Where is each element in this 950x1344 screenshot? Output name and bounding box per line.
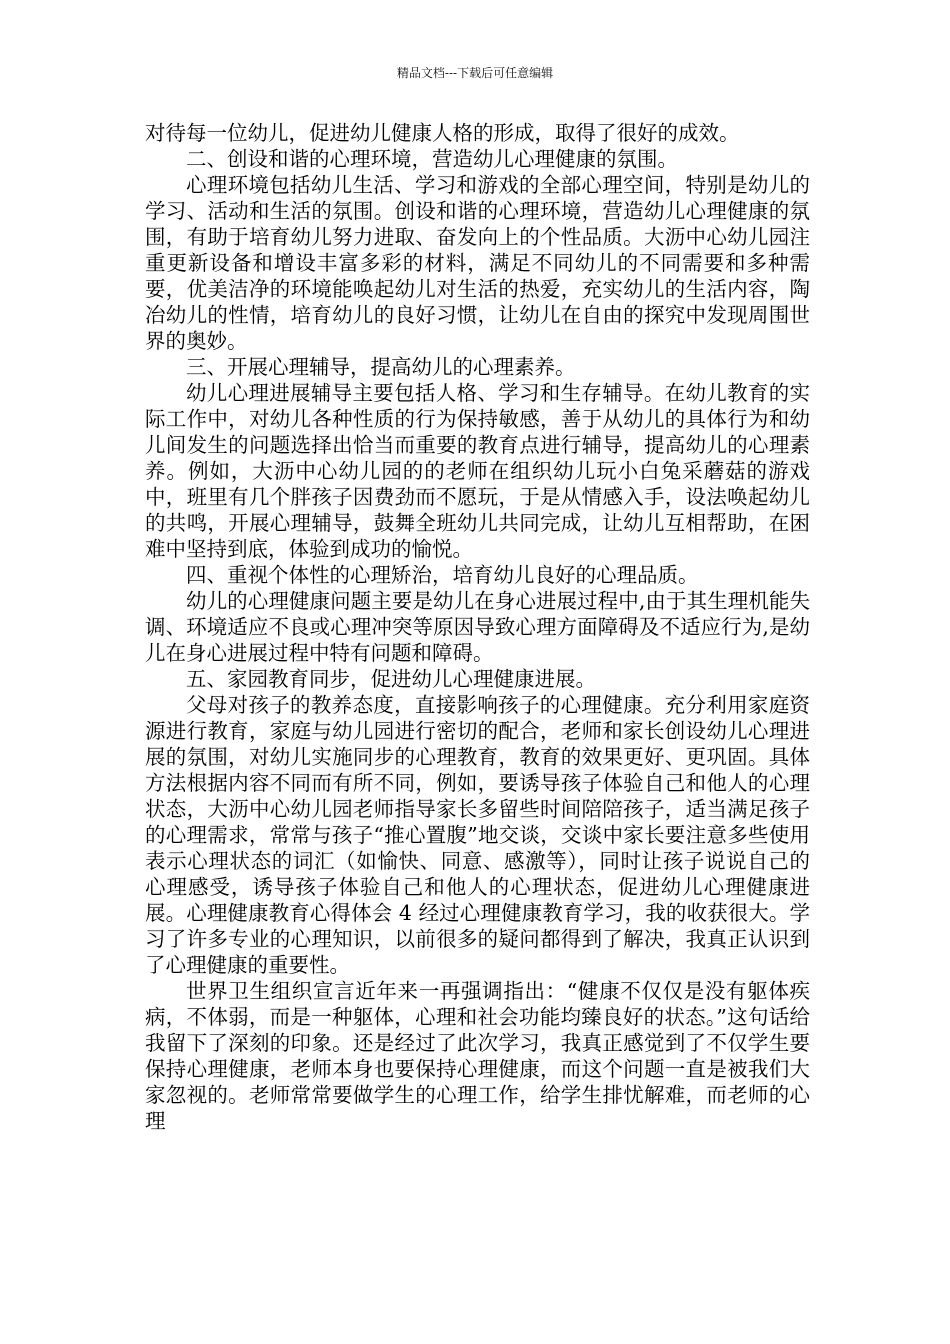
page-header: 精品文档---下载后可任意编辑 (396, 66, 554, 80)
paragraph: 幼儿心理进展辅导主要包括人格、学习和生存辅导。在幼儿教育的实际工作中，对幼儿各种性质的行为保持敏感，善于从幼儿的具体行为和幼儿间发生的问题选择出恰当而重要的教育点进行辅导，提高幼儿的心理素养。例如，大沥中心幼儿园的的老师在组织幼儿玩小白兔采蘑菇的游戏中，班里有几个胖孩子因费劲而不愿玩，于是从情感入手，设法唤起幼儿的共鸣，开展心理辅导，鼓舞全班幼儿共同完成，让幼儿互相帮助，在困难中坚持到底，体验到成功的愉悦。 (145, 381, 810, 561)
section-heading: 三、开展心理辅导，提高幼儿的心理素养。 (186, 355, 576, 379)
paragraph: 父母对孩子的教养态度，直接影响孩子的心理健康。充分利用家庭资源进行教育，家庭与幼儿园进行密切的配合，老师和家长创设幼儿心理进展的氛围，对幼儿实施同步的心理教育，教育的效果更好、更巩固。具体方法根据内容不同而有所不同，例如，要诱导孩子体验自己和他人的心理状态，大沥中心幼儿园老师指导家长多留些时间陪陪孩子，适当满足孩子的心理需求，常常与孩子“推心置腹”地交谈，交谈中家长要注意多些使用表示心理状态的词汇（如愉快、同意、感激等），同时让孩子说说自己的心理感受，诱导孩子体验自己和他人的心理状态，促进幼儿心理健康进展。心理健康教育心得体会 4 经过心理健康教育学习，我的收获很大。学习了许多专业的心理知识，以前很多的疑问都得到了解决，我真正认识到了心理健康的重要性。 (145, 693, 810, 977)
document-body (145, 120, 810, 1134)
paragraph: 幼儿的心理健康问题主要是幼儿在身心进展过程中,由于其生理机能失调、环境适应不良或心理冲突等原因导致心理方面障碍及不适应行为,是幼儿在身心进展过程中特有问题和障碍。 (145, 589, 810, 665)
section-heading: 五、家园教育同步，促进幼儿心理健康进展。 (186, 667, 596, 691)
paragraph: 心理环境包括幼儿生活、学习和游戏的全部心理空间，特别是幼儿的学习、活动和生活的氛围。创设和谐的心理环境，营造幼儿心理健康的氛围，有助于培育幼儿努力进取、奋发向上的个性品质。大沥中心幼儿园注重更新设备和增设丰富多彩的材料，满足不同幼儿的不同需要和多种需要，优美洁净的环境能唤起幼儿对生活的热爱，充实幼儿的生活内容，陶冶幼儿的性情，培育幼儿的良好习惯，让幼儿在自由的探究中发现周围世界的奥妙。 (145, 173, 810, 353)
paragraph: 世界卫生组织宣言近年来一再强调指出：“健康不仅仅是没有躯体疾病，不体弱，而是一种躯体，心理和社会功能均臻良好的状态。”这句话给我留下了深刻的印象。还是经过了此次学习，我真正感觉到了不仅学生要保持心理健康，老师本身也要保持心理健康，而这个问题一直是被我们大家忽视的。老师常常要做学生的心理工作，给学生排忧解难，而老师的心理 (145, 979, 810, 1133)
paragraph: 对待每一位幼儿，促进幼儿健康人格的形成，取得了很好的成效。 (145, 121, 740, 145)
section-heading: 二、创设和谐的心理环境，营造幼儿心理健康的氛围。 (186, 147, 678, 171)
section-heading: 四、重视个体性的心理矫治，培育幼儿良好的心理品质。 (186, 563, 699, 587)
